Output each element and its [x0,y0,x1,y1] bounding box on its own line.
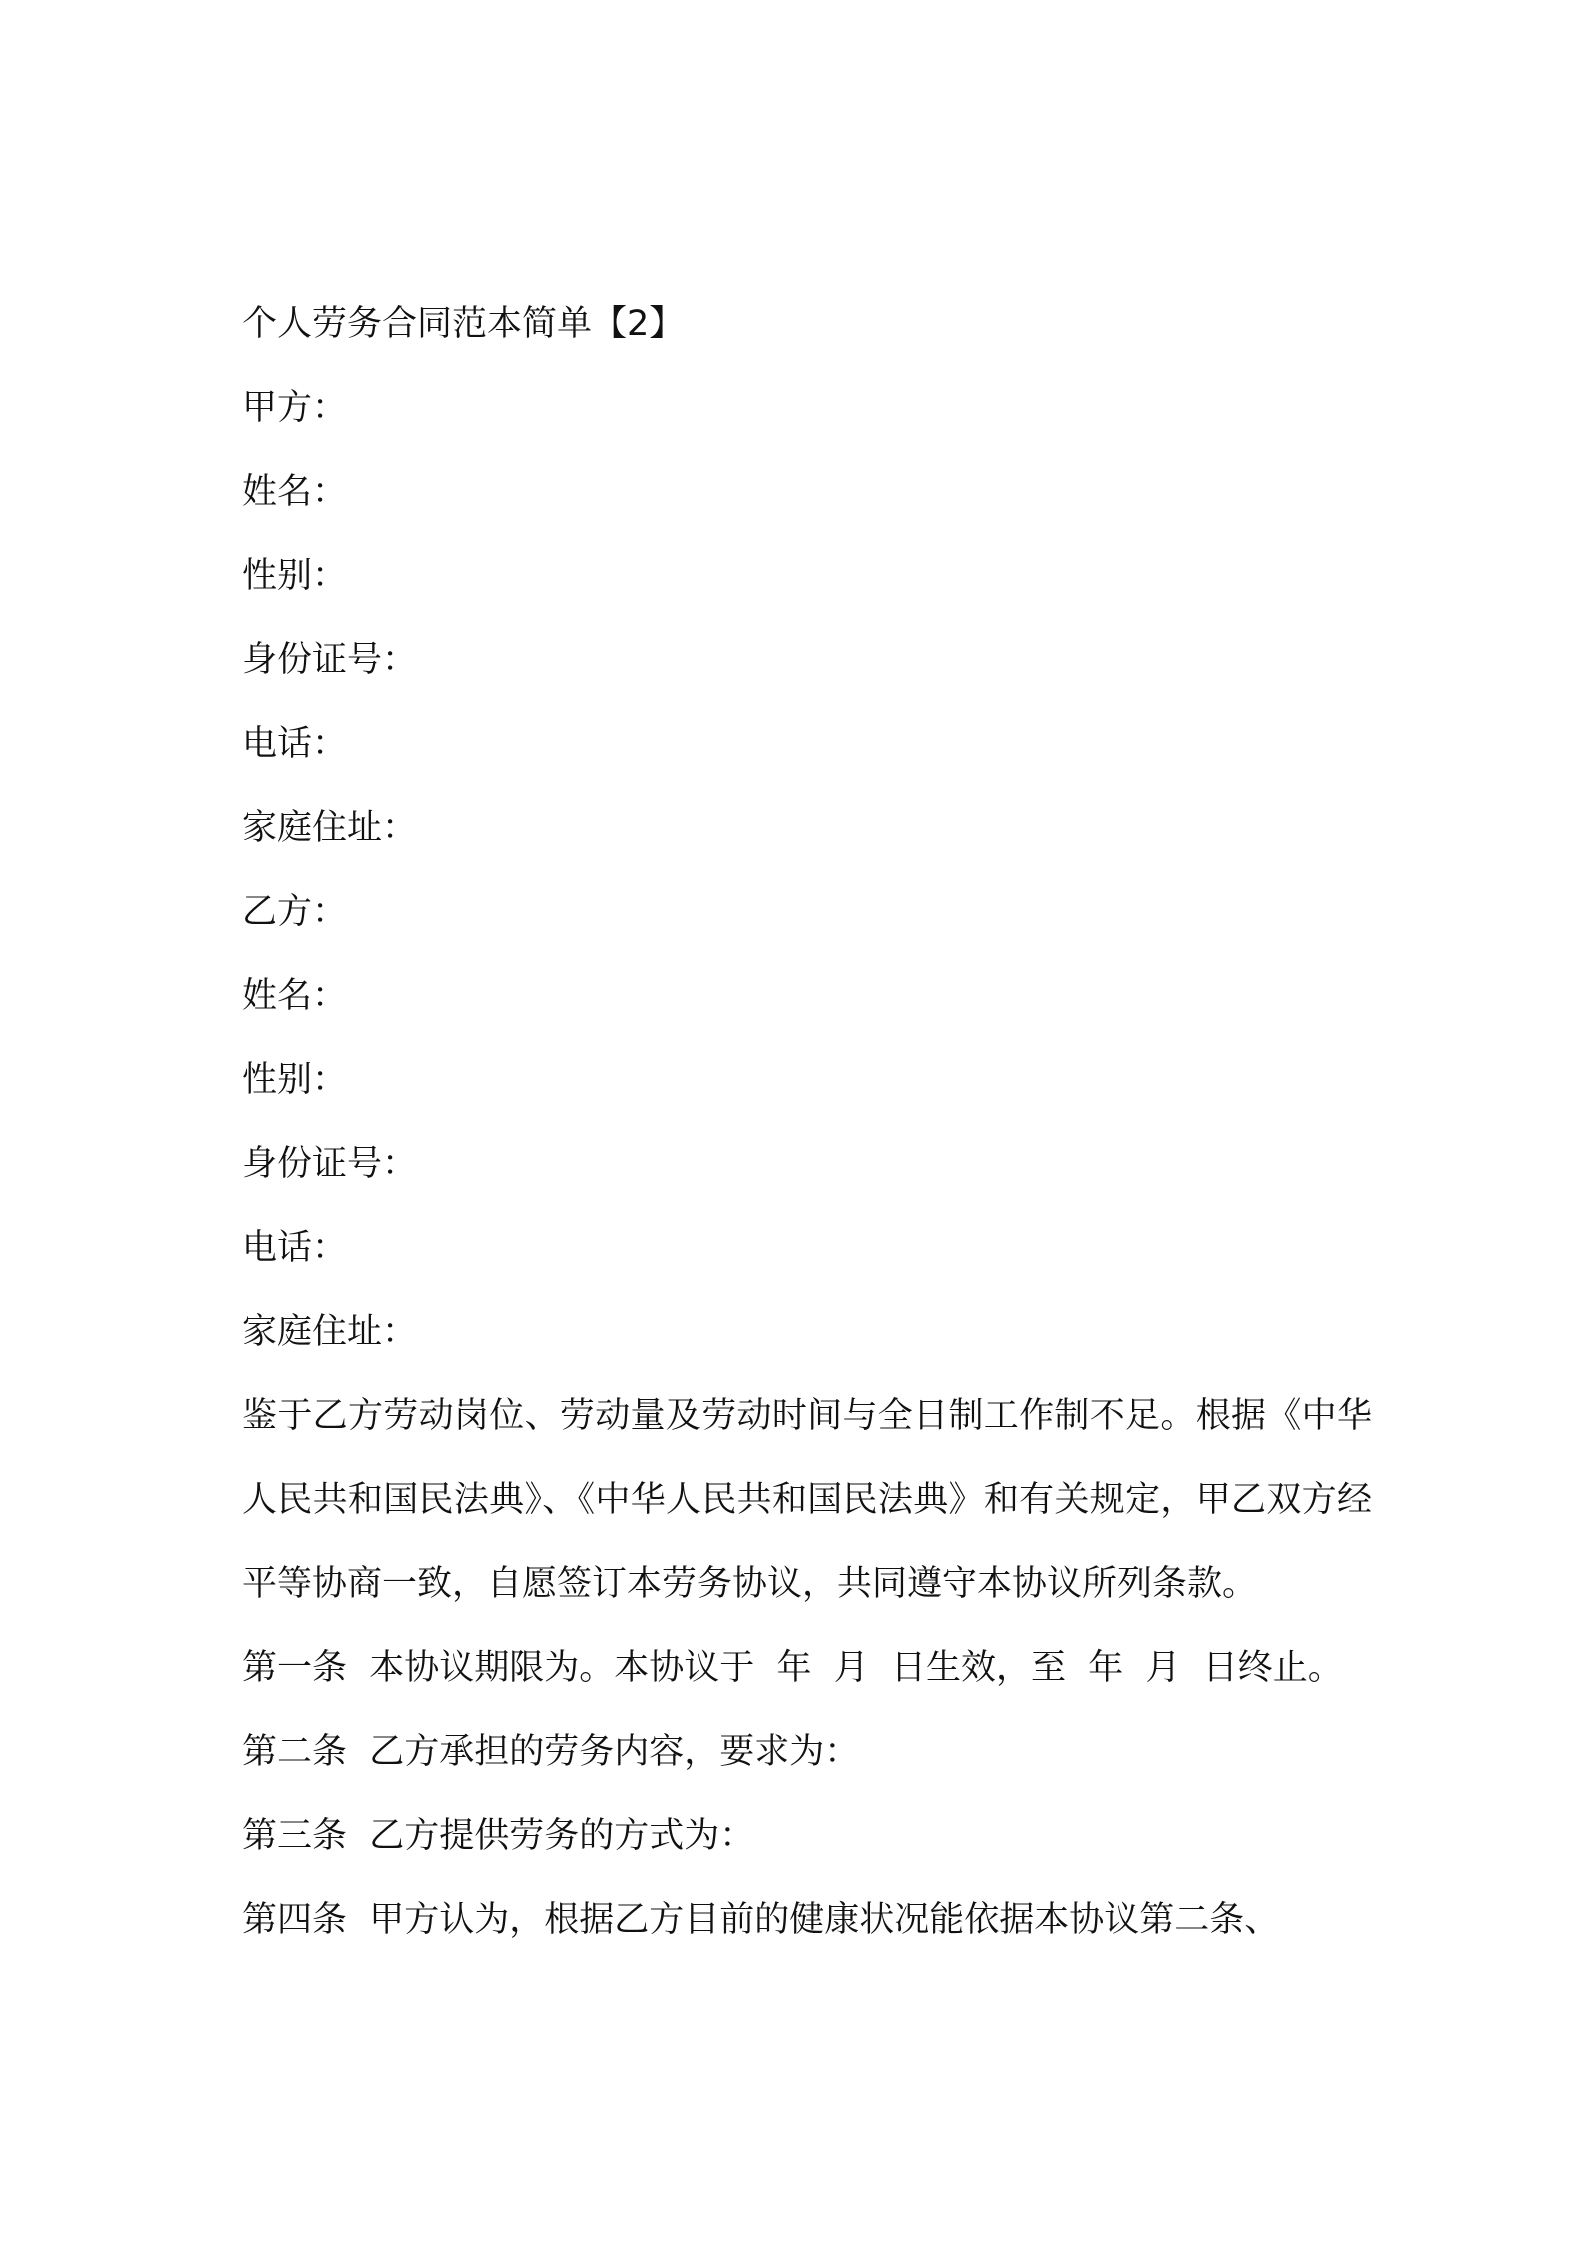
party-a-id-label: 身份证号： [242,640,418,680]
party-b-id-label: 身份证号： [242,1144,418,1184]
party-a-address-label: 家庭住址： [242,808,418,848]
party-a-name-label: 姓名： [242,472,348,512]
preamble-paragraph: 鉴于乙方劳动岗位、劳动量及劳动时间与全日制工作制不足。根据《中华人民共和国民法典》、《中华人民共和国民法典》和有关规定，甲乙双方经平等协商一致，自愿签订本劳务协议，共同遵守本协议所列条款。 [242,1396,1372,1604]
party-b-phone-label: 电话： [242,1228,348,1268]
party-b-heading: 乙方： [242,892,348,932]
document-title: 个人劳务合同范本简单【2】 [242,304,685,344]
party-b-address-label: 家庭住址： [242,1312,418,1352]
article-4: 第四条 甲方认为，根据乙方目前的健康状况能依据本协议第二条、 [242,1900,1280,1940]
party-a-gender-label: 性别： [242,556,348,596]
party-b-gender-label: 性别： [242,1060,348,1100]
party-b-name-label: 姓名： [242,976,348,1016]
article-2: 第二条 乙方承担的劳务内容，要求为： [242,1732,860,1772]
party-a-phone-label: 电话： [242,724,348,764]
party-a-heading: 甲方： [242,388,348,428]
document-body [242,282,1372,1962]
article-1: 第一条 本协议期限为。本协议于 年 月 日生效，至 年 月 日终止。 [242,1648,1343,1688]
article-3: 第三条 乙方提供劳务的方式为： [242,1816,755,1856]
